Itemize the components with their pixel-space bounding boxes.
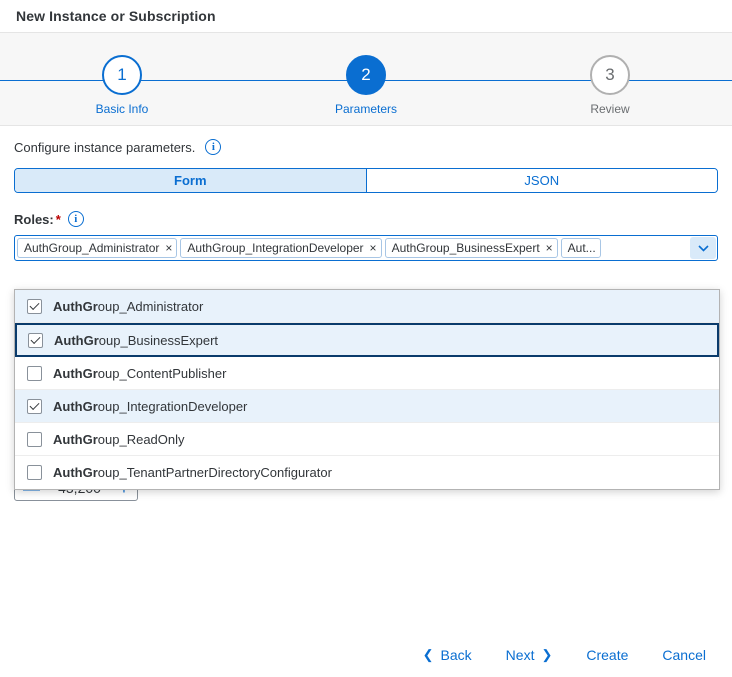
step-number-3: 3: [590, 55, 630, 95]
checkbox-icon[interactable]: [27, 299, 42, 314]
roles-dropdown-list[interactable]: [14, 289, 720, 490]
page-title: New Instance or Subscription: [16, 8, 216, 24]
step-label-basic-info: Basic Info: [95, 102, 149, 116]
list-item-label-suffix: oup_TenantPartnerDirectoryConfigurator: [97, 465, 332, 480]
list-item-label-suffix: oup_Administrator: [97, 298, 204, 314]
role-token[interactable]: [180, 238, 381, 258]
configure-parameters-row: [14, 126, 718, 168]
list-item-label: [53, 399, 247, 414]
roles-label-row: [14, 209, 718, 229]
next-button[interactable]: [500, 646, 559, 664]
back-button-label: Back: [440, 647, 472, 663]
role-token-label: AuthGroup_BusinessExpert: [391, 241, 540, 255]
dialog-footer: [0, 633, 732, 677]
role-token-label: Aut...: [567, 241, 596, 255]
list-item-label-prefix: AuthGr: [53, 431, 98, 447]
role-token-label: AuthGroup_IntegrationDeveloper: [187, 241, 364, 255]
create-button[interactable]: Create: [580, 646, 634, 664]
list-item-label: [53, 299, 203, 314]
checkbox-icon[interactable]: [27, 465, 42, 480]
role-token[interactable]: [385, 238, 558, 258]
roles-multi-input[interactable]: [14, 235, 718, 261]
step-label-review: Review: [590, 102, 630, 116]
list-item-label-prefix: AuthGr: [53, 365, 98, 381]
checkbox-icon[interactable]: [27, 399, 42, 414]
checkbox-icon[interactable]: [27, 366, 42, 381]
dialog-header: [0, 0, 732, 32]
list-item-label: [53, 432, 185, 447]
list-item-label-prefix: AuthGr: [53, 465, 98, 480]
roles-info-icon[interactable]: i: [68, 211, 84, 227]
chevron-right-icon: ❯: [541, 647, 553, 662]
list-item[interactable]: [15, 357, 719, 390]
required-marker: *: [55, 211, 61, 227]
configure-parameters-text: Configure instance parameters.: [14, 139, 196, 155]
dialog-body: [0, 126, 732, 261]
list-item-label-suffix: oup_BusinessExpert: [98, 332, 219, 348]
wizard-step-parameters[interactable]: [244, 33, 488, 125]
checkbox-icon[interactable]: [27, 432, 42, 447]
list-item-label-prefix: AuthGr: [54, 332, 99, 348]
checkbox-icon[interactable]: [28, 333, 43, 348]
tab-form[interactable]: Form: [15, 169, 367, 192]
close-icon[interactable]: ×: [369, 241, 377, 255]
tab-json[interactable]: JSON: [367, 169, 718, 192]
step-number-2: 2: [346, 55, 386, 95]
list-item-label-suffix: oup_ReadOnly: [97, 431, 185, 447]
list-item[interactable]: [15, 390, 719, 423]
list-item-label-prefix: AuthGr: [53, 298, 98, 314]
list-item[interactable]: [15, 423, 719, 456]
role-token[interactable]: [17, 238, 177, 258]
chevron-down-icon[interactable]: [690, 237, 716, 259]
list-item-label: [53, 465, 332, 480]
list-item-label-suffix: oup_ContentPublisher: [97, 365, 227, 381]
wizard-progress: [0, 32, 732, 126]
role-token-label: AuthGroup_Administrator: [24, 241, 160, 255]
list-item[interactable]: [15, 456, 719, 489]
roles-label: Roles:: [14, 211, 54, 227]
step-number-1: 1: [102, 55, 142, 95]
close-icon[interactable]: ×: [545, 241, 553, 255]
info-icon[interactable]: i: [205, 139, 221, 155]
list-item[interactable]: [15, 323, 719, 357]
list-item-label: [53, 366, 226, 381]
wizard-step-review[interactable]: [488, 33, 732, 125]
list-item-label-prefix: AuthGr: [53, 398, 98, 414]
next-button-label: Next: [505, 647, 535, 663]
cancel-button[interactable]: Cancel: [656, 646, 712, 664]
wizard-step-basic-info[interactable]: [0, 33, 244, 125]
chevron-left-icon: ❮: [422, 647, 434, 662]
role-token-truncated[interactable]: [561, 238, 601, 258]
list-item-label-suffix: oup_IntegrationDeveloper: [97, 398, 248, 414]
back-button[interactable]: [417, 646, 478, 664]
list-item-label: [54, 333, 218, 348]
list-item[interactable]: [15, 290, 719, 323]
close-icon[interactable]: ×: [165, 241, 173, 255]
view-toggle[interactable]: [14, 168, 718, 193]
step-label-parameters: Parameters: [334, 102, 398, 116]
